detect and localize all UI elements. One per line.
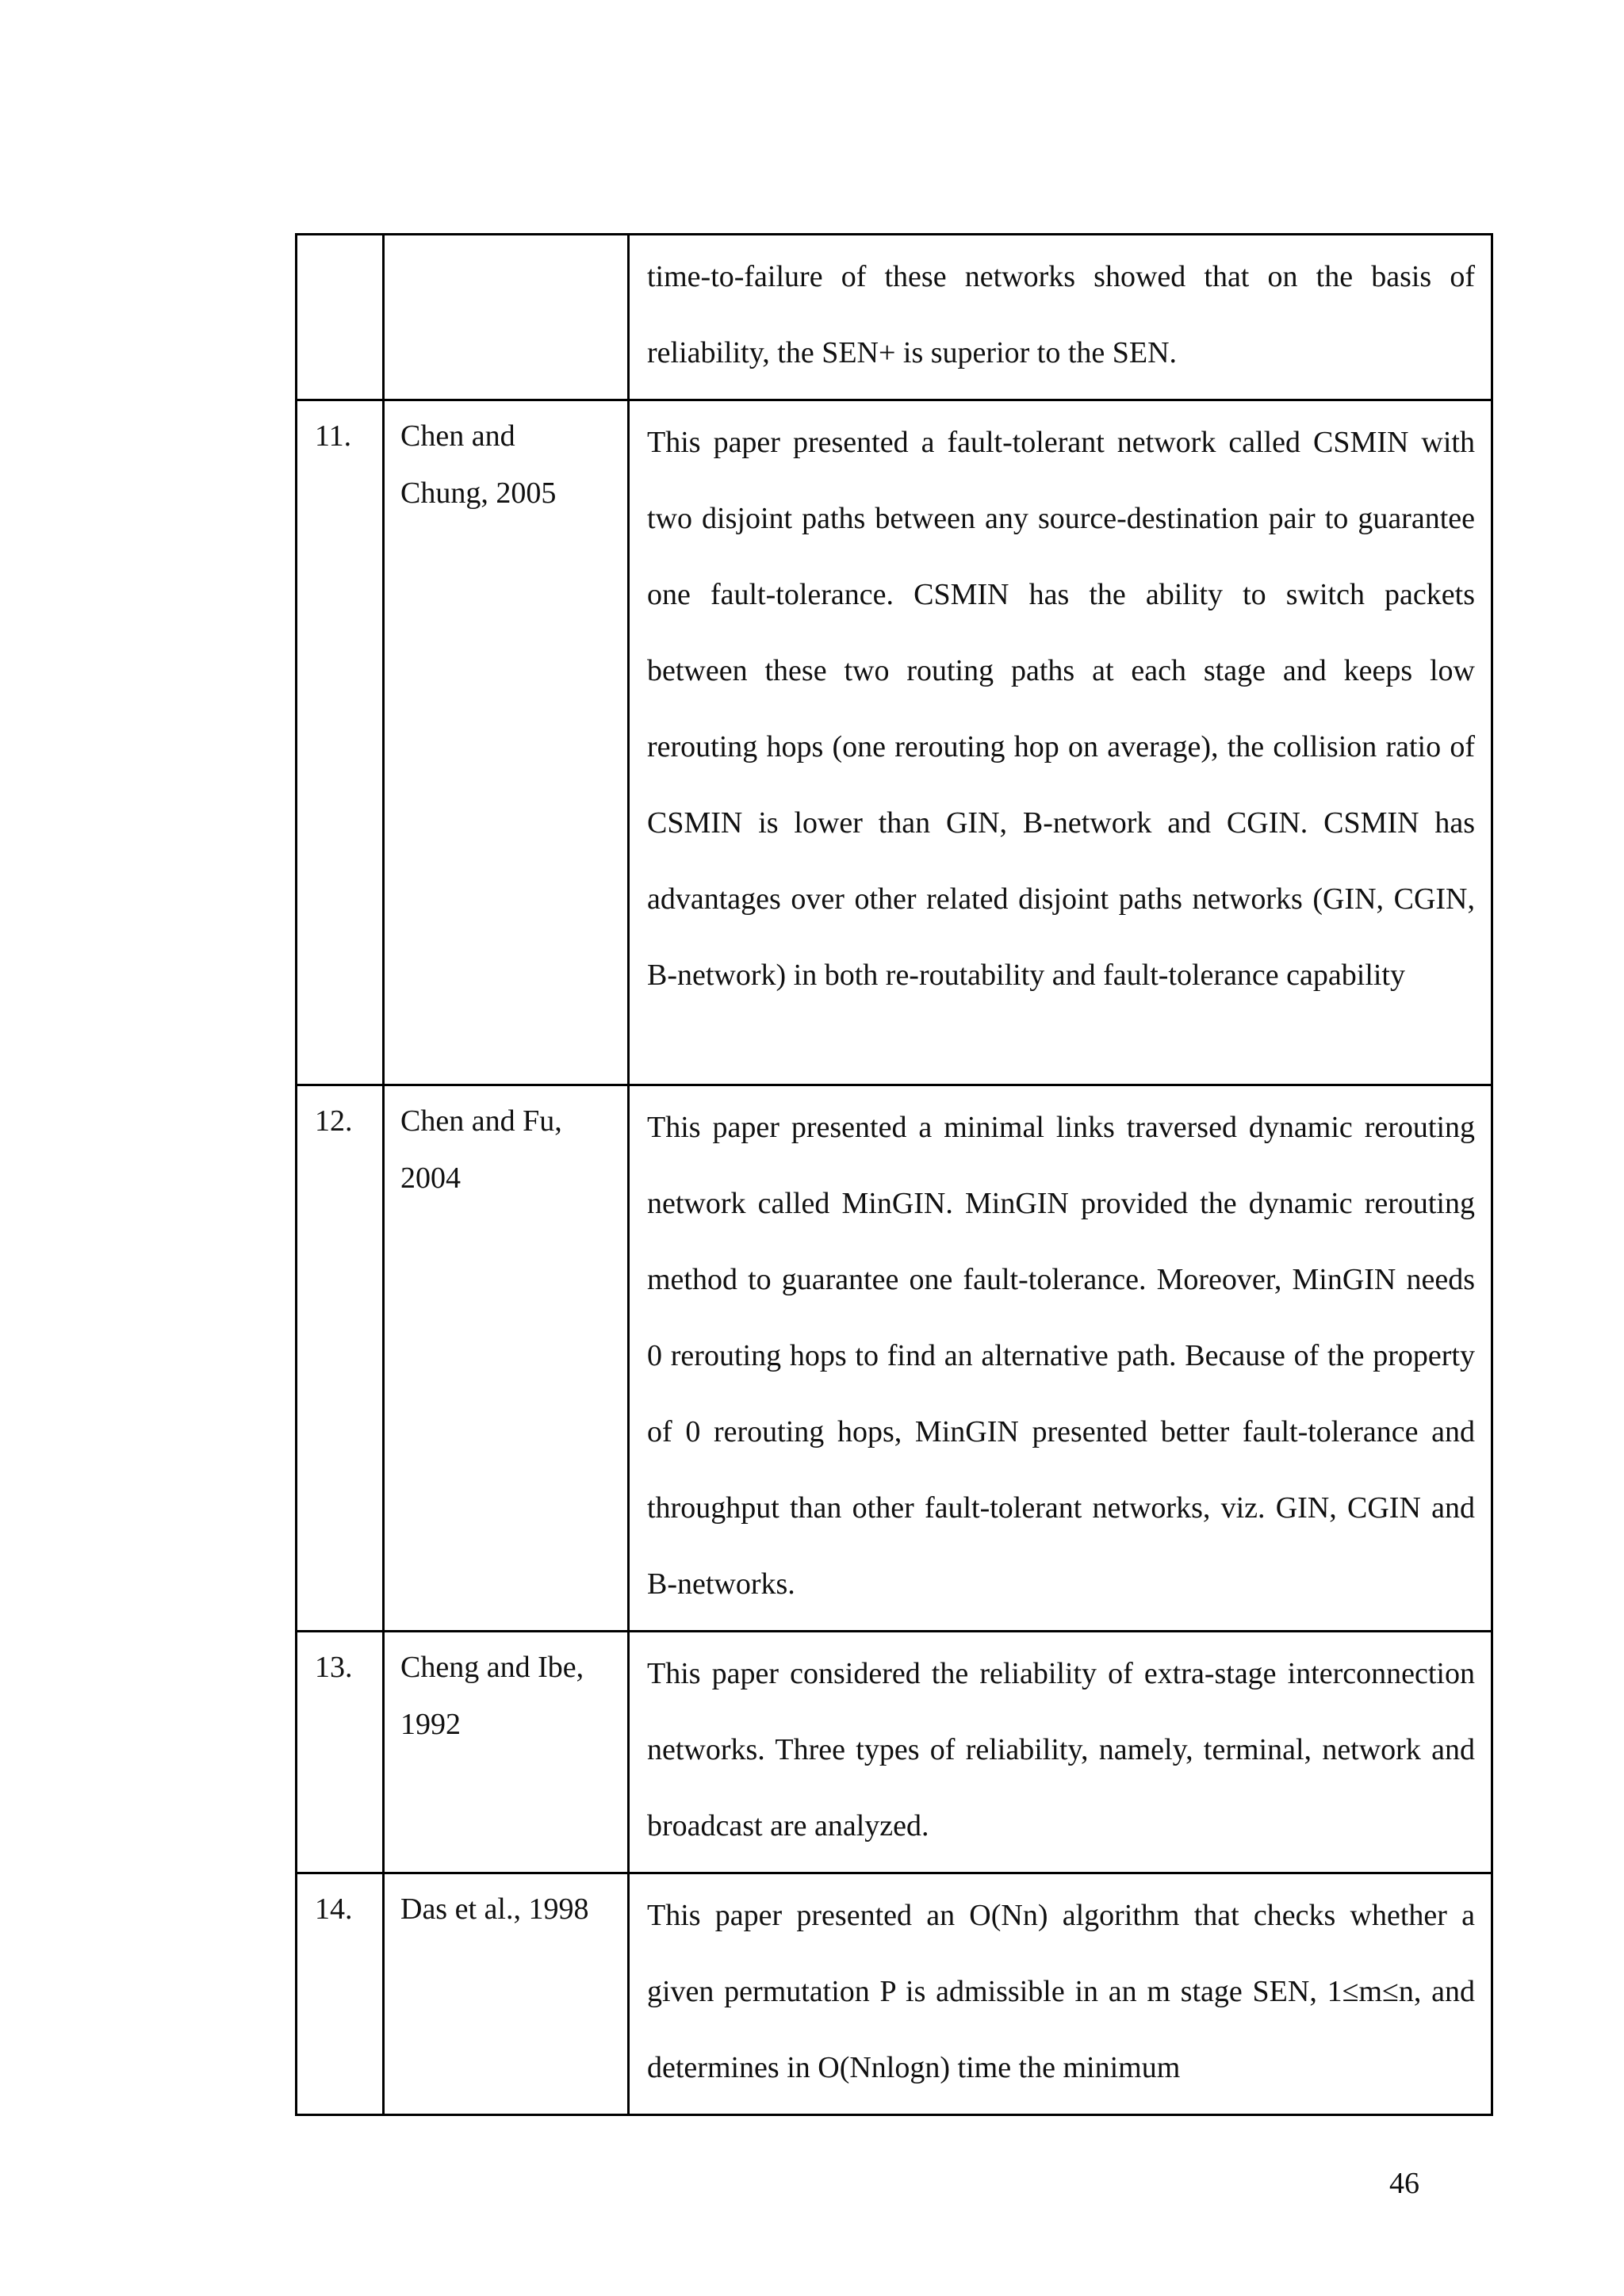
row-number: 11. bbox=[297, 400, 384, 1085]
table-row bbox=[297, 1085, 1492, 1632]
page-number: 46 bbox=[1389, 2167, 1419, 2200]
table-row bbox=[297, 400, 1492, 1085]
row-description: This paper presented a minimal links traversed dynamic rerouting network called MinGIN. MinGIN provided the dynamic rerouting method to guarantee one fault-tolerance. Moreover, MinGIN needs 0 rerouting hops to find an alternative path. Because of the property of 0 rerouting hops, MinGIN presented better fault-tolerance and throughput than other fault-tolerant networks, viz. GIN, CGIN and B-networks. bbox=[647, 1111, 1475, 1601]
row-description: time-to-failure of these networks showed that on the basis of reliability, the SEN+ is superior to the SEN. bbox=[647, 260, 1475, 369]
row-author: Chen and Fu, 2004 bbox=[400, 1104, 562, 1195]
table-row bbox=[297, 1873, 1492, 2115]
row-number bbox=[297, 235, 384, 400]
row-description: This paper presented a fault-tolerant network called CSMIN with two disjoint paths between any source-destination pair to guarantee one fault-tolerance. CSMIN has the ability to switch packets between these two routing paths at each stage and keeps low rerouting hops (one rerouting hop on average), the collision ratio of CSMIN is lower than GIN, B-network and CGIN. CSMIN has advantages over other related disjoint paths networks (GIN, CGIN, B-network) in both re-routability and fault-tolerance capability bbox=[647, 426, 1475, 992]
row-number: 12. bbox=[297, 1085, 384, 1632]
table-row bbox=[297, 235, 1492, 400]
row-number: 13. bbox=[297, 1632, 384, 1873]
table-row bbox=[297, 1632, 1492, 1873]
row-number: 14. bbox=[297, 1873, 384, 2115]
literature-table bbox=[295, 233, 1493, 2116]
row-description: This paper considered the reliability of extra-stage interconnection networks. Three types of reliability, namely, terminal, network and broadcast are analyzed. bbox=[647, 1657, 1475, 1843]
row-author: Chen and Chung, 2005 bbox=[400, 419, 557, 510]
row-author: Cheng and Ibe, 1992 bbox=[400, 1651, 584, 1741]
row-author: Das et al., 1998 bbox=[400, 1892, 589, 1926]
row-description: This paper presented an O(Nn) algorithm that checks whether a given permutation P is admissible in an m stage SEN, 1≤m≤n, and determines in O(Nnlogn) time the minimum bbox=[647, 1899, 1475, 2084]
